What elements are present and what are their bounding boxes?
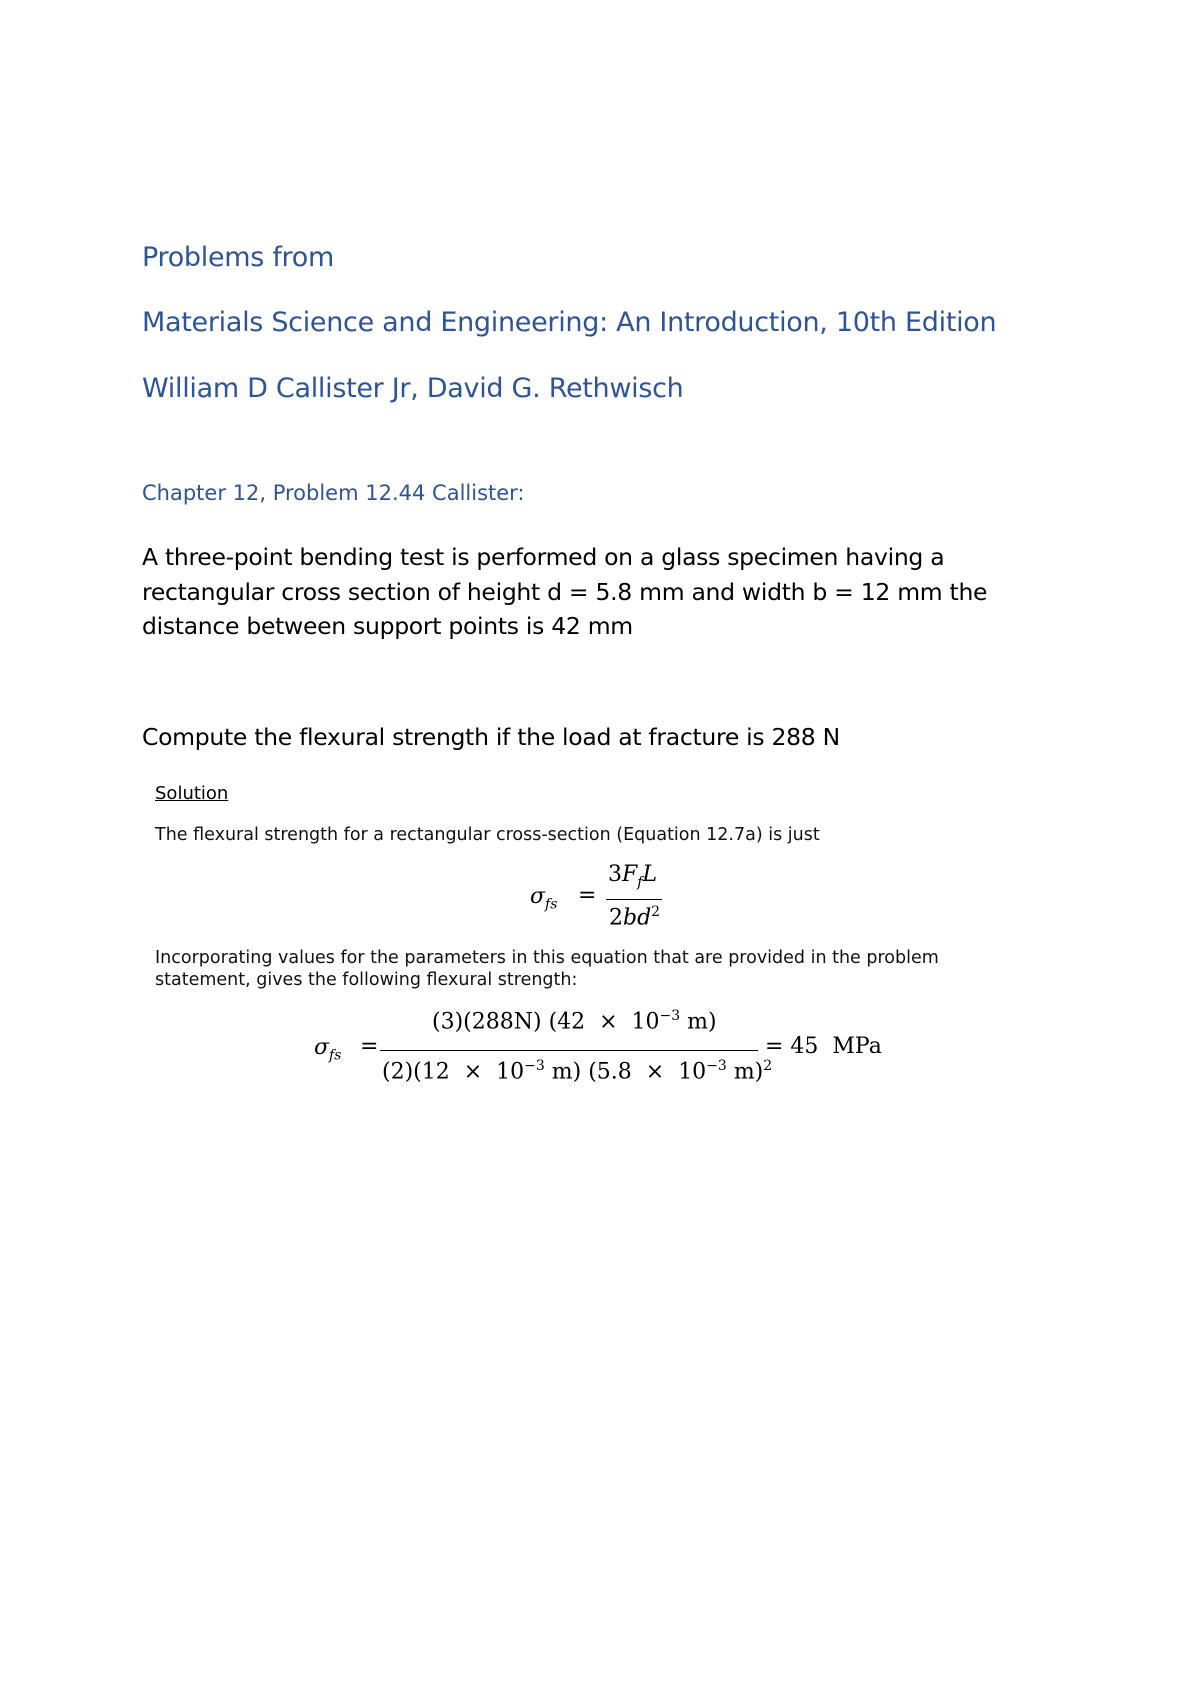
eq2-equals: = [360, 1034, 379, 1059]
eq2-result: = 45 MPa [765, 1034, 882, 1059]
eq2-lhs: $\sigma_{fs}$ [314, 1035, 342, 1064]
problem-question: Compute the flexural strength if the load at fracture is 288 N [142, 723, 840, 751]
header-line-problems-from: Problems from [142, 242, 334, 273]
equation-flexural-strength-values [310, 1008, 880, 1098]
eq1-numerator: $3F_fL$ [608, 862, 658, 891]
header-line-authors: William D Callister Jr, David G. Rethwisch [142, 373, 684, 404]
eq2-fraction-bar [380, 1050, 758, 1051]
eq1-lhs: $\sigma_{fs}$ [530, 884, 558, 913]
eq1-equals: = [578, 883, 597, 908]
eq1-denominator: $2bd^2$ [609, 904, 661, 931]
equation-flexural-strength [520, 862, 670, 932]
chapter-problem-label: Chapter 12, Problem 12.44 Callister: [142, 481, 525, 505]
eq1-fraction-bar [606, 899, 662, 900]
solution-heading: Solution [155, 783, 229, 804]
problem-statement: A three-point bending test is performed on a glass specimen having a rectangular cross section of height d = 5.8 mm and width b = 12 mm the distance between support points is 42 mm [142, 543, 988, 640]
solution-intro: The flexural strength for a rectangular cross-section (Equation 12.7a) is just [155, 825, 820, 845]
solution-incorporating-text: Incorporating values for the parameters in this equation that are provided in the problem statement, gives the following flexural strength: [155, 948, 939, 990]
eq2-denominator: $(2)(12 \times 10^{-3}$ m) ($5.8 \times 10^{-3}$ m)$^2$ [382, 1058, 773, 1085]
header-line-book-title: Materials Science and Engineering: An Introduction, 10th Edition [142, 307, 997, 338]
eq2-numerator: (3)(288N) ($42 \times 10^{-3}$ m) [432, 1008, 717, 1035]
